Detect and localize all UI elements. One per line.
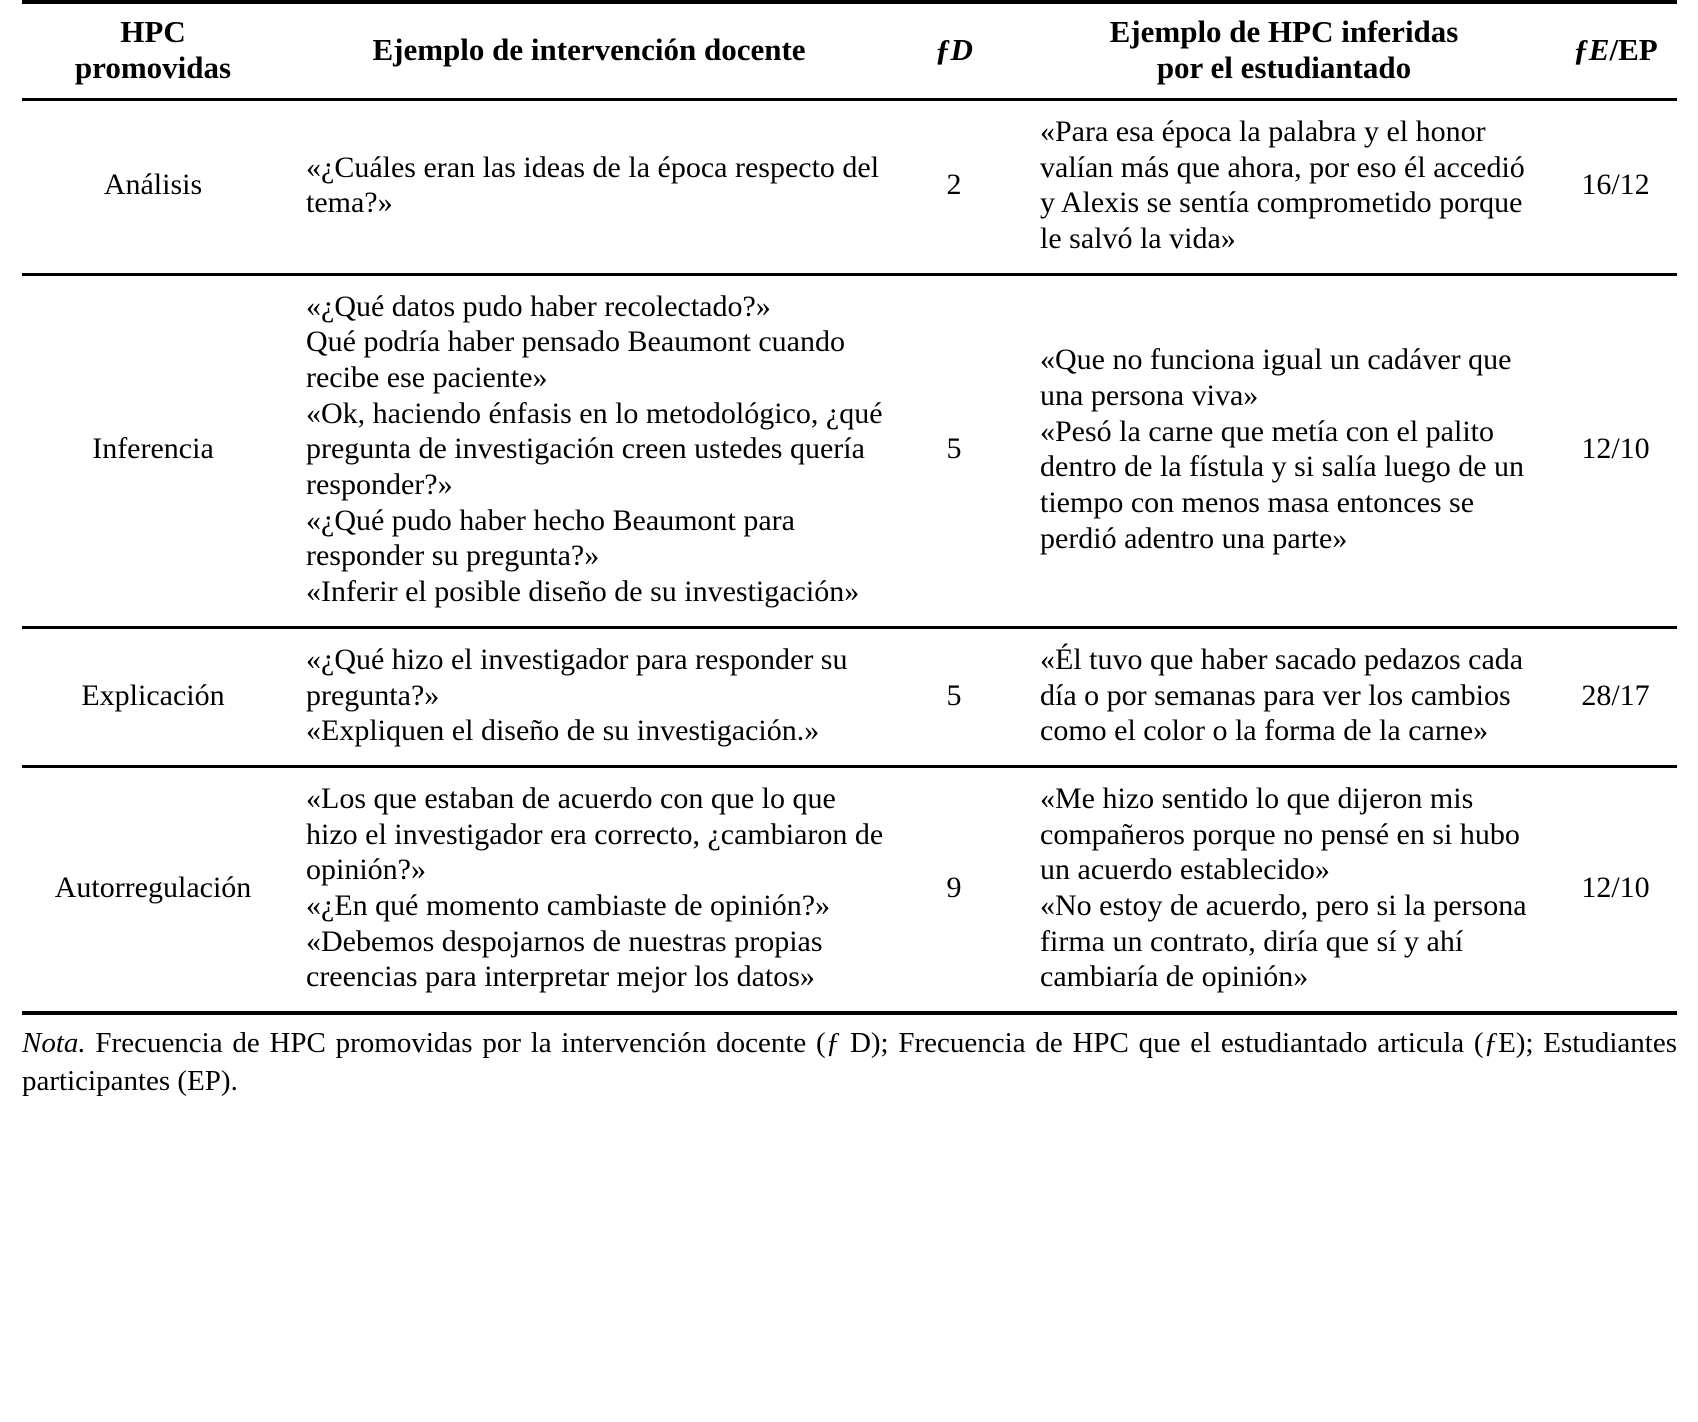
cell-intervencion (284, 99, 894, 274)
quote-line: «¿Qué datos pudo haber recolectado?» (306, 289, 771, 323)
cell-categoria: Inferencia (22, 274, 284, 627)
quote-line: «¿Cuáles eran las ideas de la época respecto del tema?» (306, 150, 880, 220)
cell-inferidas (1014, 627, 1554, 766)
table-row (22, 766, 1677, 1013)
column-header-fd (894, 2, 1014, 99)
table-row (22, 627, 1677, 766)
table-row (22, 274, 1677, 627)
cell-inferidas (1014, 766, 1554, 1013)
cell-fd: 5 (894, 627, 1014, 766)
column-header-fe-label: E (1588, 31, 1610, 67)
column-header-hpc-promovidas (22, 2, 284, 99)
cell-fe-ep: 28/17 (1554, 627, 1677, 766)
cell-fd: 9 (894, 766, 1014, 1013)
column-header-fe-ep (1554, 2, 1677, 99)
column-header-ejemplo-intervencion: Ejemplo de intervención docente (372, 31, 806, 67)
apa-table (22, 0, 1677, 1100)
cell-fd: 5 (894, 274, 1014, 627)
quote-line: «Expliquen el diseño de su investigación.» (306, 714, 820, 748)
cell-inferidas (1014, 274, 1554, 627)
quote-line: «Pesó la carne que metía con el palito dentro de la fístula y si salía luego de un tiempo con menos masa entonces se perdió adentro una parte» (1040, 414, 1525, 555)
quote-line: «¿Qué hizo el investigador para responder su pregunta?» (306, 642, 848, 712)
cell-fe-ep: 16/12 (1581, 168, 1650, 202)
note-part3: E); Estudiantes participantes (EP). (22, 1027, 1677, 1097)
cell-categoria: Autorregulación (22, 766, 284, 1013)
note-content (22, 1025, 1677, 1100)
quote-line: «No estoy de acuerdo, pero si la persona firma un contrato, diría que sí y ahí cambiaría de opinión» (1040, 888, 1527, 994)
quote-line: «Él tuvo que haber sacado pedazos cada día o por semanas para ver los cambios como el color o la forma de la carne» (1040, 642, 1524, 748)
cell-inferidas (1014, 99, 1554, 274)
table-header (22, 2, 1677, 99)
column-header-ep-label: /EP (1609, 31, 1658, 67)
quote-line: «Que no funciona igual un cadáver que una persona viva» (1040, 343, 1512, 412)
cell-intervencion (284, 627, 894, 766)
table-row (22, 99, 1677, 274)
quote-line: «Debemos despojarnos de nuestras propias creencias para interpretar mejor los datos» (306, 924, 823, 994)
quote-line: «¿En qué momento cambiaste de opinión?» (306, 888, 831, 922)
table-note (22, 1013, 1677, 1100)
column-header-hpc-line1: HPC (120, 14, 186, 49)
quote-line: «Ok, haciendo énfasis en lo metodológico, ¿qué pregunta de investigación creen ustedes quería responder?» (306, 396, 883, 502)
quote-line: «Para esa época la palabra y el honor valían más que ahora, por eso él accedió y Alexis se sentía comprometido porque le salvó la vida» (1040, 114, 1525, 255)
note-part1: Frecuencia de HPC promovidas por la intervención docente ( (85, 1027, 826, 1060)
column-header-inferidas-line1: Ejemplo de HPC inferidas (1109, 14, 1459, 49)
cell-fd: 2 (946, 168, 962, 202)
column-header-hpc-line2: promovidas (74, 49, 232, 85)
column-header-hpc-inferidas (1014, 2, 1554, 99)
f-symbol-icon: ƒ (935, 31, 951, 67)
quote-line: Qué podría haber pensado Beaumont cuando recibe ese paciente» (306, 325, 845, 395)
cell-categoria: Análisis (103, 168, 203, 202)
f-symbol-icon: ƒ (1573, 31, 1589, 67)
cell-intervencion (284, 766, 894, 1013)
quote-line: «¿Qué pudo haber hecho Beaumont para responder su pregunta?» (306, 503, 795, 573)
f-symbol-icon: ƒ (1483, 1027, 1499, 1060)
note-part2: D); Frecuencia de HPC que el estudiantado articula ( (840, 1027, 1484, 1060)
column-header-inferidas-line2: por el estudiantado (1156, 49, 1412, 85)
cell-intervencion (284, 274, 894, 627)
table-header-row (22, 2, 1677, 99)
note-label: Nota. (22, 1027, 86, 1060)
cell-fe-ep: 12/10 (1554, 274, 1677, 627)
column-header-fd-label: D (950, 31, 973, 67)
quote-line: «Me hizo sentido lo que dijeron mis compañeros porque no pensé en si hubo un acuerdo establecido» (1040, 781, 1520, 887)
table-body (22, 99, 1677, 1100)
quote-line: «Los que estaban de acuerdo con que lo que hizo el investigador era correcto, ¿cambiaron de opinión?» (306, 781, 884, 887)
quote-line: «Inferir el posible diseño de su investigación» (306, 575, 860, 609)
f-symbol-icon: ƒ (825, 1027, 841, 1060)
table-note-row (22, 1013, 1677, 1100)
cell-categoria: Explicación (22, 627, 284, 766)
cell-fe-ep: 12/10 (1554, 766, 1677, 1013)
